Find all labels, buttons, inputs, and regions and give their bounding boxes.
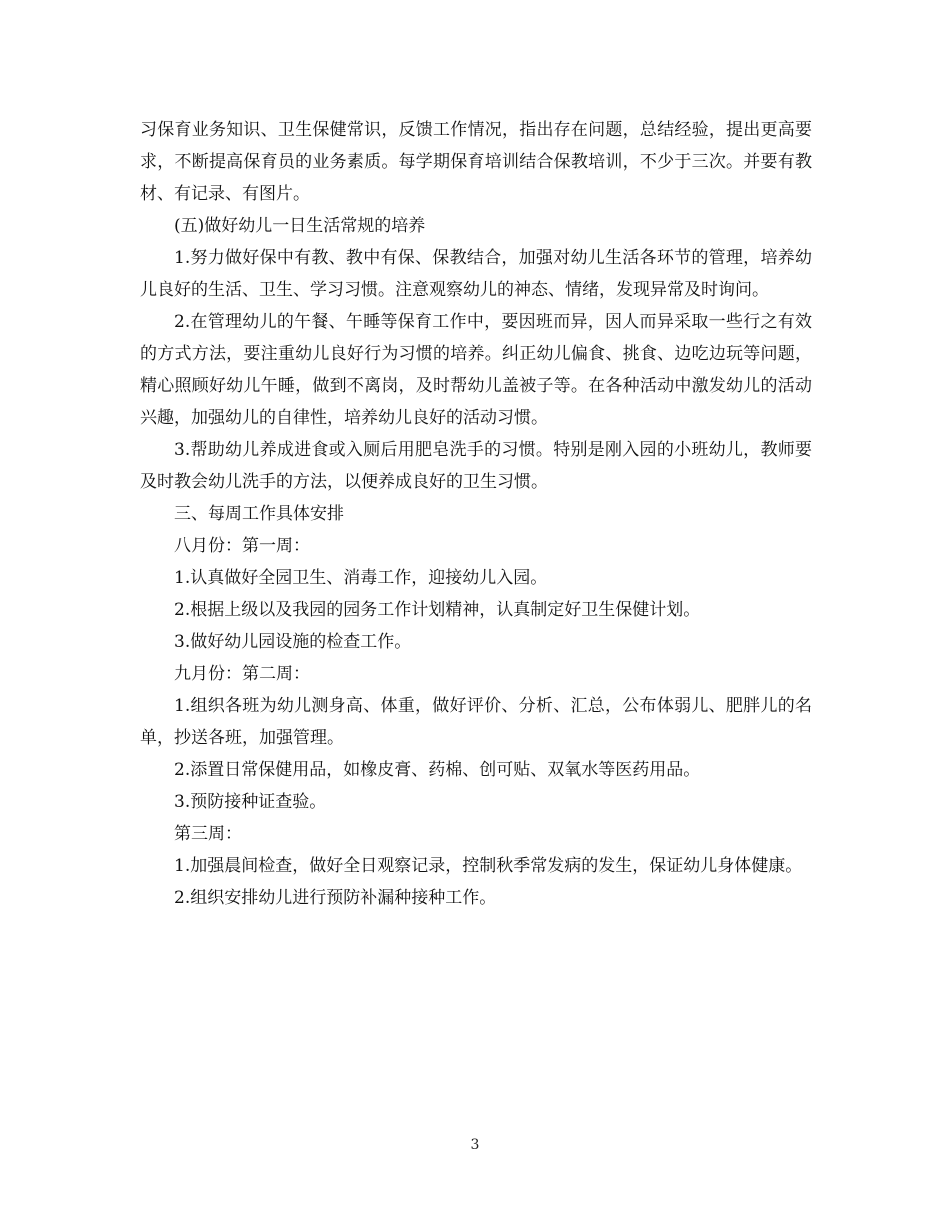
paragraph-10: 3.做好幼儿园设施的检查工作。 xyxy=(174,632,412,652)
paragraph-14: 3.预防接种证查验。 xyxy=(174,792,327,812)
paragraph-4: 2.在管理幼儿的午餐、午睡等保育工作中，要因班而异，因人而异采取一些行之有效的方式方法，要注重幼儿良好行为习惯的培养。纠正幼儿偏食、挑食、边吃边玩等问题，精心照顾好幼儿午睡，做到不离岗，及时帮幼儿盖被子等。在各种活动中激发幼儿的活动兴趣，加强幼儿的自律性，培养幼儿良好的活动习惯。 xyxy=(140,312,812,428)
paragraph-7: 八月份：第一周： xyxy=(174,536,310,556)
document-body xyxy=(140,114,812,914)
page-number: 3 xyxy=(470,1137,480,1153)
paragraph-16: 1.加强晨间检查，做好全日观察记录，控制秋季常发病的发生，保证幼儿身体健康。 xyxy=(174,856,803,876)
paragraph-17: 2.组织安排幼儿进行预防补漏种接种工作。 xyxy=(174,888,497,908)
paragraph-5: 3.帮助幼儿养成进食或入厕后用肥皂洗手的习惯。特别是刚入园的小班幼儿，教师要及时教会幼儿洗手的方法，以便养成良好的卫生习惯。 xyxy=(140,440,812,492)
paragraph-2: (五)做好幼儿一日生活常规的培养 xyxy=(174,216,426,236)
paragraph-12: 1.组织各班为幼儿测身高、体重，做好评价、分析、汇总，公布体弱儿、肥胖儿的名单，抄送各班，加强管理。 xyxy=(140,696,812,748)
paragraph-15: 第三周： xyxy=(174,824,242,844)
paragraph-13: 2.添置日常保健用品，如橡皮膏、药棉、创可贴、双氧水等医药用品。 xyxy=(174,760,701,780)
paragraph-9: 2.根据上级以及我园的园务工作计划精神，认真制定好卫生保健计划。 xyxy=(174,600,701,620)
paragraph-11: 九月份：第二周： xyxy=(174,664,310,684)
paragraph-3: 1.努力做好保中有教、教中有保、保教结合，加强对幼儿生活各环节的管理，培养幼儿良好的生活、卫生、学习习惯。注意观察幼儿的神态、情绪，发现异常及时询问。 xyxy=(140,248,812,300)
paragraph-1: 习保育业务知识、卫生保健常识，反馈工作情况，指出存在问题，总结经验，提出更高要求，不断提高保育员的业务素质。每学期保育培训结合保教培训，不少于三次。并要有教材、有记录、有图片。 xyxy=(140,120,812,204)
paragraph-8: 1.认真做好全园卫生、消毒工作，迎接幼儿入园。 xyxy=(174,568,548,588)
paragraph-6: 三、每周工作具体安排 xyxy=(174,504,344,524)
